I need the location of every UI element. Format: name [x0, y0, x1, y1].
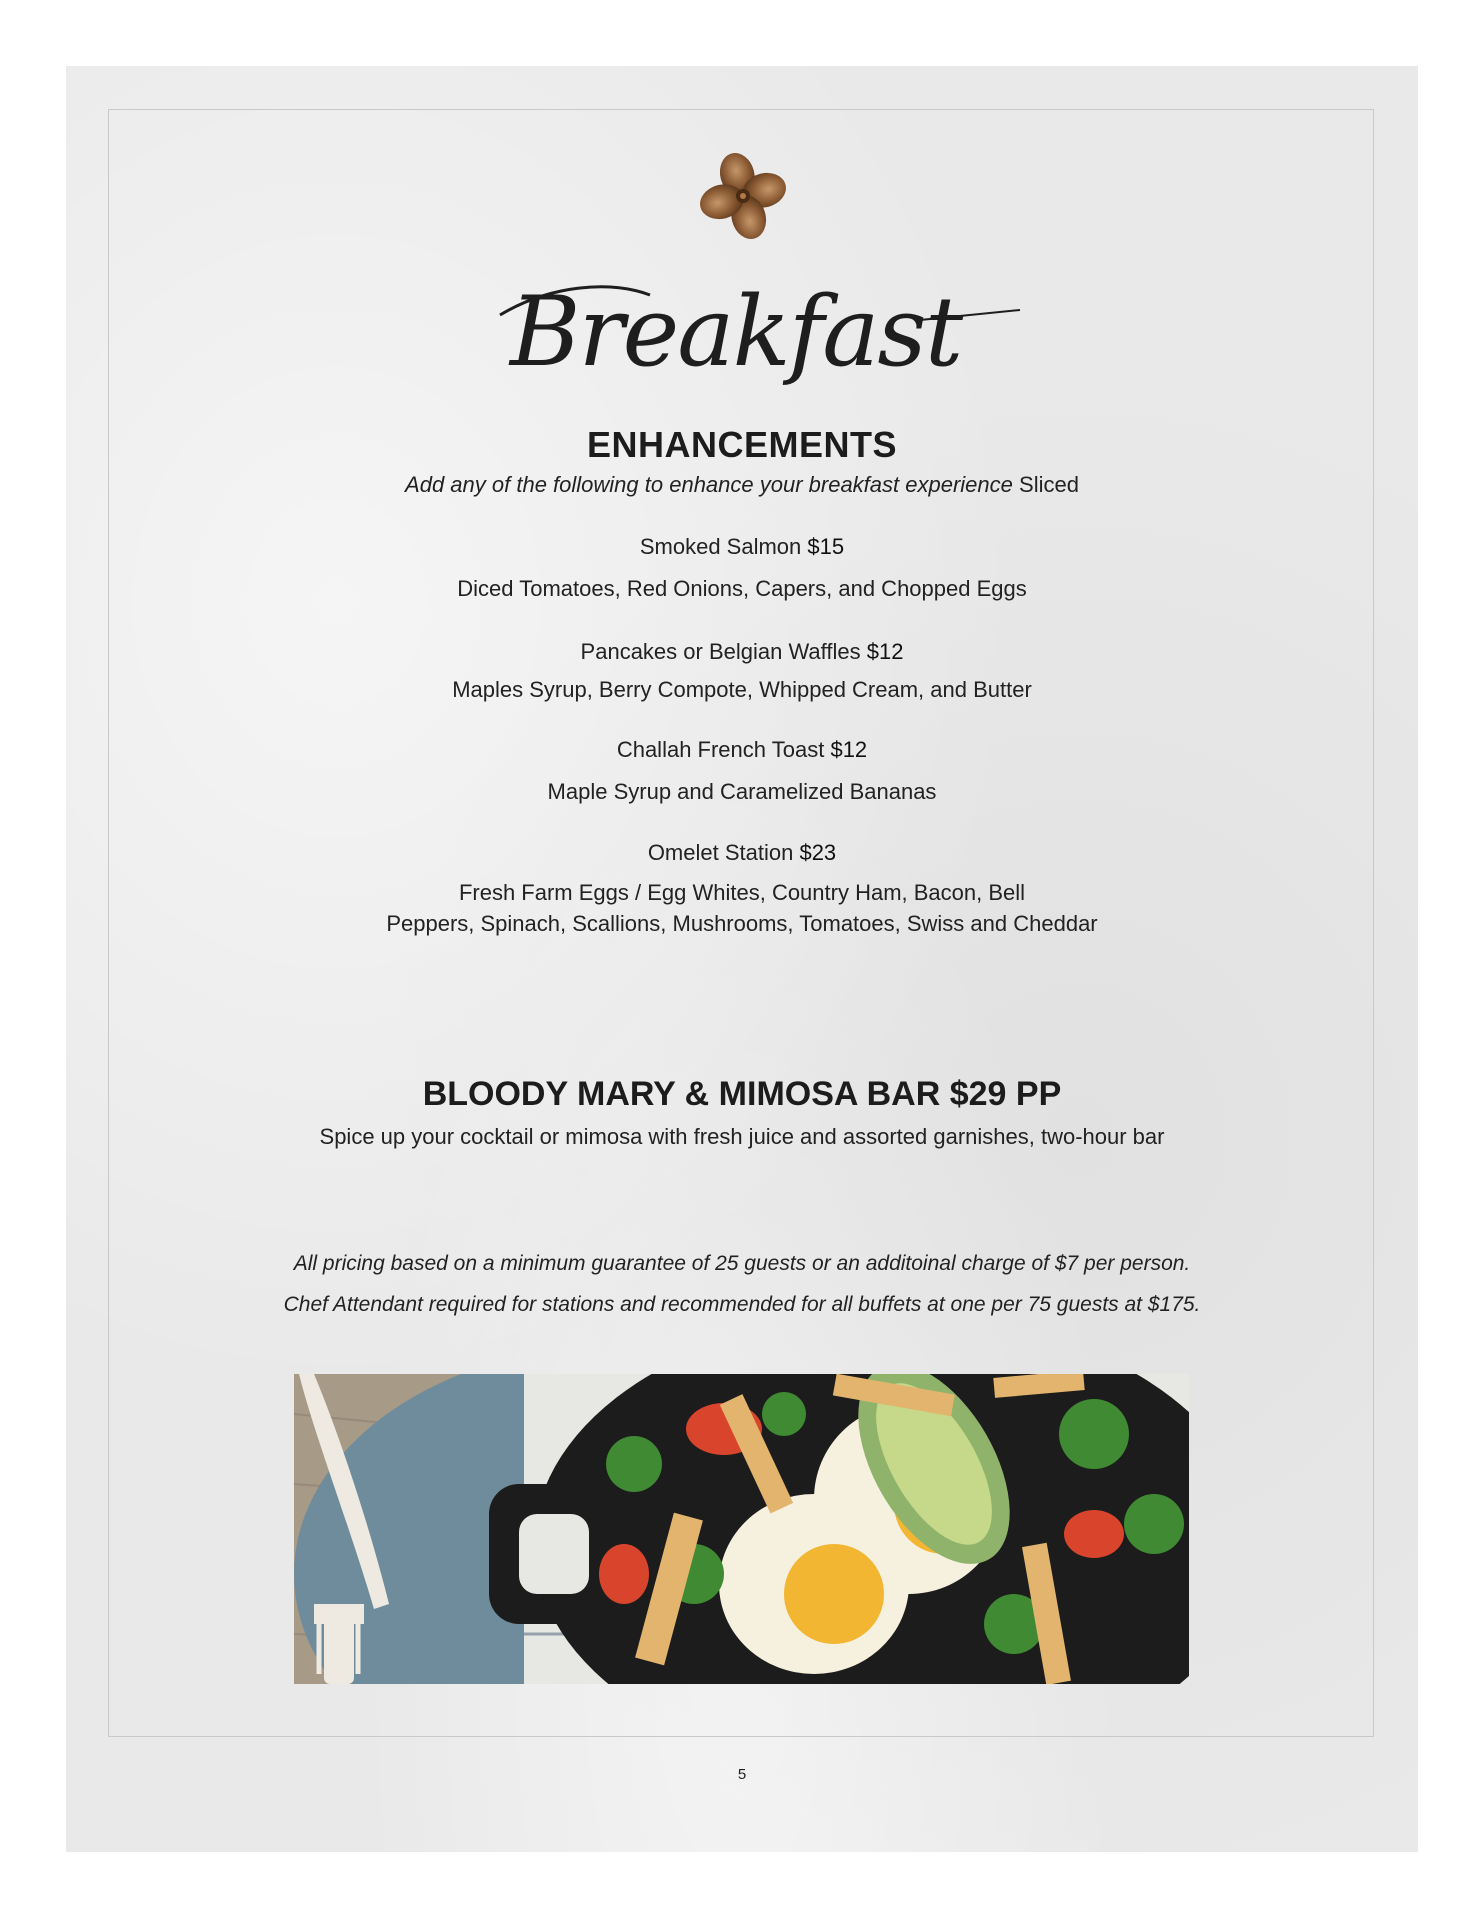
item-price: $15	[807, 534, 845, 559]
attendant-note: Chef Attendant required for stations and recommended for all buffets at one per 75 guests at $175.	[283, 1293, 1201, 1316]
item-name: Omelet Station	[647, 840, 794, 865]
bar-description: Spice up your cocktail or mimosa with fresh juice and assorted garnishes, two-hour bar	[319, 1124, 1165, 1149]
pricing-note: All pricing based on a minimum guarantee of 25 guests or an additoinal charge of $7 per person.	[293, 1252, 1191, 1275]
item-price: $12	[830, 737, 868, 762]
bar-heading: BLOODY MARY & MIMOSA BAR $29 PP	[422, 1075, 1062, 1113]
menu-item-name	[200, 532, 1284, 562]
script-title-text: Breakfast	[510, 276, 962, 388]
item-name: Pancakes or Belgian Waffles	[580, 639, 861, 664]
menu-item-description: Fresh Farm Eggs / Egg Whites, Country Ham, Bacon, Bell	[458, 880, 1026, 905]
subtitle-tail: Sliced	[1019, 472, 1079, 497]
menu-item-description: Maples Syrup, Berry Compote, Whipped Cream, and Butter	[452, 677, 1032, 702]
item-name: Challah French Toast	[616, 737, 825, 762]
menu-item-description: Peppers, Spinach, Scallions, Mushrooms, Tomatoes, Swiss and Cheddar	[386, 911, 1098, 936]
menu-item-name	[200, 838, 1284, 868]
breakfast-script-title	[490, 265, 1030, 405]
menu-item-description: Maple Syrup and Caramelized Bananas	[547, 779, 937, 804]
food-photo	[294, 1374, 1189, 1684]
enhancements-heading: ENHANCEMENTS	[586, 424, 897, 465]
item-price: $12	[866, 639, 904, 664]
enhancements-subtitle	[200, 472, 1284, 498]
flower-ornament-icon	[697, 149, 789, 243]
menu-item-name	[200, 735, 1284, 765]
page-number: 5	[737, 1766, 747, 1783]
menu-item-name	[200, 637, 1284, 667]
subtitle-italic: Add any of the following to enhance your breakfast experience	[405, 472, 1013, 497]
item-name: Smoked Salmon	[639, 534, 802, 559]
menu-item-description: Diced Tomatoes, Red Onions, Capers, and Chopped Eggs	[457, 576, 1027, 601]
item-price: $23	[799, 840, 837, 865]
